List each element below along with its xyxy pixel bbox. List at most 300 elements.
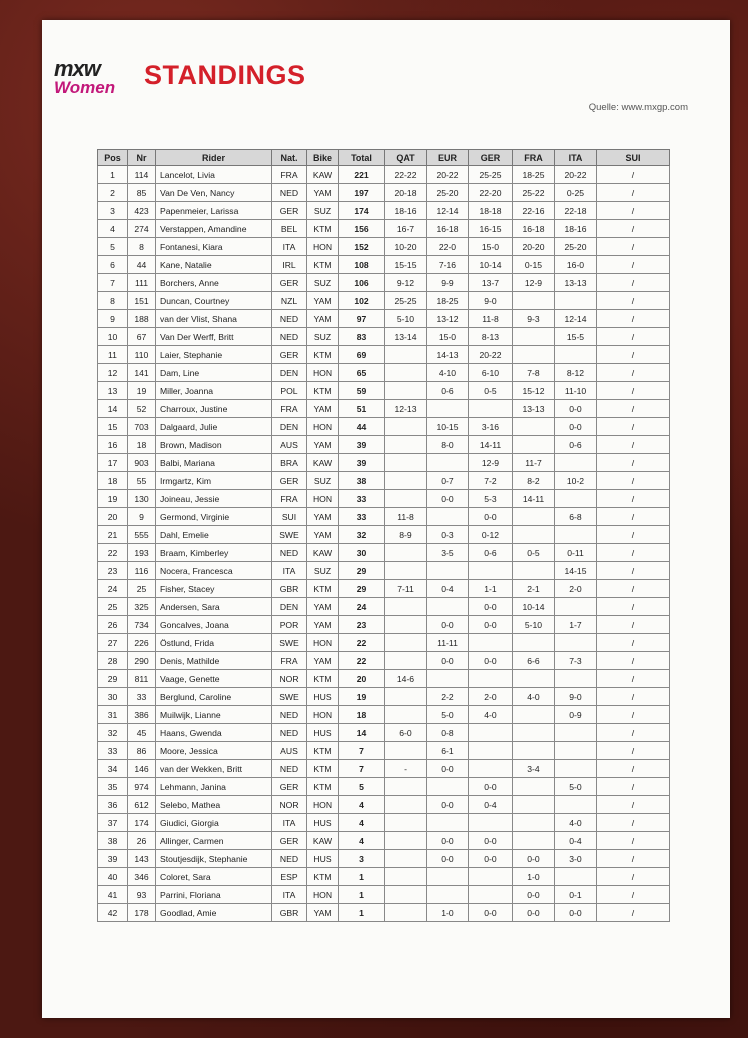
fra-cell: 5-10 — [513, 616, 555, 634]
nr-cell: 85 — [128, 184, 156, 202]
qat-cell — [385, 382, 427, 400]
nr-cell: 612 — [128, 796, 156, 814]
nr-cell: 290 — [128, 652, 156, 670]
bike-cell: HON — [307, 418, 339, 436]
pos-cell: 3 — [98, 202, 128, 220]
table-row — [98, 868, 670, 886]
total-cell: 1 — [339, 868, 385, 886]
nat-cell: IRL — [272, 256, 307, 274]
total-cell: 14 — [339, 724, 385, 742]
qat-cell: - — [385, 760, 427, 778]
bike-cell: YAM — [307, 184, 339, 202]
eur-cell — [427, 868, 469, 886]
ger-cell: 6-10 — [469, 364, 513, 382]
pos-cell: 19 — [98, 490, 128, 508]
nat-cell: DEN — [272, 418, 307, 436]
rider-cell: Papenmeier, Larissa — [156, 202, 272, 220]
total-cell: 7 — [339, 760, 385, 778]
rider-cell: Selebo, Mathea — [156, 796, 272, 814]
total-cell: 174 — [339, 202, 385, 220]
ger-cell: 0-0 — [469, 598, 513, 616]
table-row — [98, 346, 670, 364]
fra-cell — [513, 814, 555, 832]
fra-cell: 6-6 — [513, 652, 555, 670]
total-cell: 156 — [339, 220, 385, 238]
eur-cell: 0-0 — [427, 490, 469, 508]
ger-cell — [469, 634, 513, 652]
bike-cell: YAM — [307, 310, 339, 328]
bike-cell: HON — [307, 490, 339, 508]
nr-cell: 26 — [128, 832, 156, 850]
fra-cell — [513, 706, 555, 724]
nat-cell: NED — [272, 724, 307, 742]
qat-cell — [385, 850, 427, 868]
table-row — [98, 256, 670, 274]
ger-cell: 18-18 — [469, 202, 513, 220]
fra-cell: 11-7 — [513, 454, 555, 472]
total-cell: 4 — [339, 832, 385, 850]
ita-cell: 15-5 — [555, 328, 597, 346]
qat-cell — [385, 616, 427, 634]
fra-cell — [513, 346, 555, 364]
pos-cell: 21 — [98, 526, 128, 544]
pos-cell: 28 — [98, 652, 128, 670]
nr-cell: 116 — [128, 562, 156, 580]
qat-cell — [385, 436, 427, 454]
sui-cell: / — [597, 652, 670, 670]
eur-cell: 0-6 — [427, 382, 469, 400]
bike-cell: YAM — [307, 292, 339, 310]
table-row — [98, 418, 670, 436]
nat-cell: GER — [272, 274, 307, 292]
sui-cell: / — [597, 616, 670, 634]
fra-cell: 0-0 — [513, 886, 555, 904]
sui-cell: / — [597, 346, 670, 364]
nat-cell: GBR — [272, 580, 307, 598]
total-cell: 32 — [339, 526, 385, 544]
column-header: FRA — [513, 150, 555, 166]
column-header: Rider — [156, 150, 272, 166]
sui-cell: / — [597, 904, 670, 922]
eur-cell: 11-11 — [427, 634, 469, 652]
nr-cell: 114 — [128, 166, 156, 184]
fra-cell — [513, 742, 555, 760]
ita-cell — [555, 796, 597, 814]
eur-cell — [427, 400, 469, 418]
sui-cell: / — [597, 508, 670, 526]
nat-cell: NED — [272, 760, 307, 778]
sui-cell: / — [597, 850, 670, 868]
qat-cell: 18-16 — [385, 202, 427, 220]
eur-cell: 0-0 — [427, 760, 469, 778]
eur-cell — [427, 508, 469, 526]
qat-cell: 6-0 — [385, 724, 427, 742]
fra-cell: 18-25 — [513, 166, 555, 184]
bike-cell: YAM — [307, 652, 339, 670]
table-row — [98, 238, 670, 256]
sui-cell: / — [597, 796, 670, 814]
qat-cell — [385, 742, 427, 760]
total-cell: 221 — [339, 166, 385, 184]
fra-cell: 0-5 — [513, 544, 555, 562]
ger-cell: 0-0 — [469, 850, 513, 868]
ita-cell: 0-1 — [555, 886, 597, 904]
pos-cell: 41 — [98, 886, 128, 904]
pos-cell: 27 — [98, 634, 128, 652]
sui-cell: / — [597, 724, 670, 742]
table-row — [98, 598, 670, 616]
rider-cell: Verstappen, Amandine — [156, 220, 272, 238]
ita-cell: 13-13 — [555, 274, 597, 292]
table-row — [98, 490, 670, 508]
total-cell: 29 — [339, 562, 385, 580]
table-row — [98, 400, 670, 418]
fra-cell — [513, 724, 555, 742]
bike-cell: SUZ — [307, 472, 339, 490]
nr-cell: 811 — [128, 670, 156, 688]
pos-cell: 35 — [98, 778, 128, 796]
bike-cell: KAW — [307, 832, 339, 850]
eur-cell: 10-15 — [427, 418, 469, 436]
nat-cell: POL — [272, 382, 307, 400]
qat-cell: 15-15 — [385, 256, 427, 274]
ita-cell — [555, 292, 597, 310]
fra-cell: 0-0 — [513, 850, 555, 868]
bike-cell: SUZ — [307, 328, 339, 346]
total-cell: 22 — [339, 634, 385, 652]
ita-cell — [555, 454, 597, 472]
qat-cell — [385, 634, 427, 652]
rider-cell: Haans, Gwenda — [156, 724, 272, 742]
total-cell: 24 — [339, 598, 385, 616]
total-cell: 102 — [339, 292, 385, 310]
sui-cell: / — [597, 202, 670, 220]
qat-cell — [385, 706, 427, 724]
bike-cell: HUS — [307, 814, 339, 832]
total-cell: 39 — [339, 436, 385, 454]
eur-cell: 12-14 — [427, 202, 469, 220]
pos-cell: 20 — [98, 508, 128, 526]
rider-cell: Charroux, Justine — [156, 400, 272, 418]
sui-cell: / — [597, 688, 670, 706]
fra-cell: 9-3 — [513, 310, 555, 328]
ita-cell: 7-3 — [555, 652, 597, 670]
eur-cell: 14-13 — [427, 346, 469, 364]
bike-cell: HON — [307, 634, 339, 652]
rider-cell: Borchers, Anne — [156, 274, 272, 292]
rider-cell: Giudici, Giorgia — [156, 814, 272, 832]
sui-cell: / — [597, 742, 670, 760]
sui-cell: / — [597, 886, 670, 904]
pos-cell: 40 — [98, 868, 128, 886]
nr-cell: 33 — [128, 688, 156, 706]
eur-cell: 2-2 — [427, 688, 469, 706]
total-cell: 19 — [339, 688, 385, 706]
ger-cell: 1-1 — [469, 580, 513, 598]
ger-cell: 0-12 — [469, 526, 513, 544]
nr-cell: 555 — [128, 526, 156, 544]
ger-cell: 0-0 — [469, 652, 513, 670]
nat-cell: AUS — [272, 742, 307, 760]
table-row — [98, 724, 670, 742]
bike-cell: KAW — [307, 544, 339, 562]
nat-cell: AUS — [272, 436, 307, 454]
table-row — [98, 706, 670, 724]
fra-cell: 12-9 — [513, 274, 555, 292]
ger-cell: 0-0 — [469, 904, 513, 922]
pos-cell: 22 — [98, 544, 128, 562]
rider-cell: Berglund, Caroline — [156, 688, 272, 706]
eur-cell: 20-22 — [427, 166, 469, 184]
rider-cell: Allinger, Carmen — [156, 832, 272, 850]
qat-cell: 10-20 — [385, 238, 427, 256]
logo-mxw-text: mxw — [54, 56, 100, 81]
sui-cell: / — [597, 400, 670, 418]
nat-cell: SWE — [272, 526, 307, 544]
column-header: QAT — [385, 150, 427, 166]
nat-cell: ITA — [272, 562, 307, 580]
ger-cell: 0-6 — [469, 544, 513, 562]
qat-cell — [385, 562, 427, 580]
qat-cell — [385, 652, 427, 670]
ita-cell: 4-0 — [555, 814, 597, 832]
ita-cell: 2-0 — [555, 580, 597, 598]
fra-cell: 0-0 — [513, 904, 555, 922]
qat-cell — [385, 886, 427, 904]
bike-cell: HUS — [307, 850, 339, 868]
pos-cell: 17 — [98, 454, 128, 472]
rider-cell: van der Vlist, Shana — [156, 310, 272, 328]
ita-cell: 6-8 — [555, 508, 597, 526]
rider-cell: Moore, Jessica — [156, 742, 272, 760]
total-cell: 39 — [339, 454, 385, 472]
total-cell: 4 — [339, 796, 385, 814]
nat-cell: FRA — [272, 166, 307, 184]
column-header: GER — [469, 150, 513, 166]
table-row — [98, 652, 670, 670]
sui-cell: / — [597, 166, 670, 184]
rider-cell: Duncan, Courtney — [156, 292, 272, 310]
ger-cell: 13-7 — [469, 274, 513, 292]
fra-cell: 3-4 — [513, 760, 555, 778]
fra-cell — [513, 634, 555, 652]
ita-cell: 1-7 — [555, 616, 597, 634]
pos-cell: 16 — [98, 436, 128, 454]
nat-cell: NED — [272, 706, 307, 724]
rider-cell: Laier, Stephanie — [156, 346, 272, 364]
eur-cell: 22-0 — [427, 238, 469, 256]
qat-cell: 8-9 — [385, 526, 427, 544]
rider-cell: Fisher, Stacey — [156, 580, 272, 598]
table-row — [98, 274, 670, 292]
nr-cell: 193 — [128, 544, 156, 562]
fra-cell: 7-8 — [513, 364, 555, 382]
bike-cell: YAM — [307, 400, 339, 418]
nr-cell: 52 — [128, 400, 156, 418]
rider-cell: Dam, Line — [156, 364, 272, 382]
ita-cell: 20-22 — [555, 166, 597, 184]
nr-cell: 903 — [128, 454, 156, 472]
ger-cell: 0-0 — [469, 832, 513, 850]
eur-cell: 0-0 — [427, 652, 469, 670]
bike-cell: YAM — [307, 526, 339, 544]
nat-cell: NED — [272, 184, 307, 202]
nat-cell: GER — [272, 778, 307, 796]
pos-cell: 33 — [98, 742, 128, 760]
nat-cell: GER — [272, 832, 307, 850]
fra-cell — [513, 292, 555, 310]
column-header: SUI — [597, 150, 670, 166]
table-row — [98, 778, 670, 796]
fra-cell — [513, 832, 555, 850]
pos-cell: 38 — [98, 832, 128, 850]
nr-cell: 423 — [128, 202, 156, 220]
nr-cell: 734 — [128, 616, 156, 634]
ita-cell — [555, 760, 597, 778]
sui-cell: / — [597, 454, 670, 472]
table-row — [98, 382, 670, 400]
rider-cell: Brown, Madison — [156, 436, 272, 454]
pos-cell: 13 — [98, 382, 128, 400]
ger-cell — [469, 562, 513, 580]
fra-cell: 14-11 — [513, 490, 555, 508]
nr-cell: 703 — [128, 418, 156, 436]
bike-cell: KAW — [307, 454, 339, 472]
eur-cell: 16-18 — [427, 220, 469, 238]
ger-cell — [469, 760, 513, 778]
bike-cell: SUZ — [307, 202, 339, 220]
ita-cell — [555, 526, 597, 544]
sui-cell: / — [597, 382, 670, 400]
sui-cell: / — [597, 490, 670, 508]
nat-cell: BRA — [272, 454, 307, 472]
pos-cell: 31 — [98, 706, 128, 724]
pos-cell: 5 — [98, 238, 128, 256]
pos-cell: 8 — [98, 292, 128, 310]
rider-cell: Germond, Virginie — [156, 508, 272, 526]
pos-cell: 14 — [98, 400, 128, 418]
table-row — [98, 580, 670, 598]
total-cell: 152 — [339, 238, 385, 256]
eur-cell: 8-0 — [427, 436, 469, 454]
ger-cell — [469, 724, 513, 742]
ita-cell: 3-0 — [555, 850, 597, 868]
sui-cell: / — [597, 310, 670, 328]
fra-cell: 22-16 — [513, 202, 555, 220]
ger-cell: 15-0 — [469, 238, 513, 256]
pos-cell: 1 — [98, 166, 128, 184]
sui-cell: / — [597, 220, 670, 238]
ita-cell — [555, 868, 597, 886]
total-cell: 33 — [339, 490, 385, 508]
rider-cell: Coloret, Sara — [156, 868, 272, 886]
column-header: Bike — [307, 150, 339, 166]
table-row — [98, 220, 670, 238]
sui-cell: / — [597, 670, 670, 688]
total-cell: 5 — [339, 778, 385, 796]
ger-cell: 20-22 — [469, 346, 513, 364]
bike-cell: KTM — [307, 868, 339, 886]
table-row — [98, 436, 670, 454]
nr-cell: 8 — [128, 238, 156, 256]
qat-cell — [385, 598, 427, 616]
nat-cell: ITA — [272, 886, 307, 904]
bike-cell: HON — [307, 796, 339, 814]
ita-cell: 0-11 — [555, 544, 597, 562]
nat-cell: DEN — [272, 364, 307, 382]
bike-cell: HUS — [307, 688, 339, 706]
ger-cell: 16-15 — [469, 220, 513, 238]
rider-cell: Kane, Natalie — [156, 256, 272, 274]
pos-cell: 37 — [98, 814, 128, 832]
eur-cell — [427, 778, 469, 796]
qat-cell — [385, 778, 427, 796]
eur-cell: 1-0 — [427, 904, 469, 922]
eur-cell — [427, 454, 469, 472]
sui-cell: / — [597, 544, 670, 562]
eur-cell: 13-12 — [427, 310, 469, 328]
ger-cell: 2-0 — [469, 688, 513, 706]
rider-cell: Denis, Mathilde — [156, 652, 272, 670]
nat-cell: SUI — [272, 508, 307, 526]
eur-cell — [427, 562, 469, 580]
qat-cell — [385, 904, 427, 922]
rider-cell: Östlund, Frida — [156, 634, 272, 652]
sui-cell: / — [597, 364, 670, 382]
fra-cell — [513, 526, 555, 544]
table-row — [98, 562, 670, 580]
nat-cell: GER — [272, 472, 307, 490]
nr-cell: 130 — [128, 490, 156, 508]
ger-cell: 25-25 — [469, 166, 513, 184]
sui-cell: / — [597, 184, 670, 202]
logo-women-text: Women — [54, 78, 116, 97]
table-row — [98, 760, 670, 778]
rider-cell: Goodlad, Amie — [156, 904, 272, 922]
rider-cell: Vaage, Genette — [156, 670, 272, 688]
sui-cell: / — [597, 238, 670, 256]
qat-cell: 13-14 — [385, 328, 427, 346]
pos-cell: 32 — [98, 724, 128, 742]
eur-cell — [427, 598, 469, 616]
column-header: Nr — [128, 150, 156, 166]
bike-cell: HON — [307, 886, 339, 904]
table-row — [98, 364, 670, 382]
pos-cell: 18 — [98, 472, 128, 490]
fra-cell — [513, 562, 555, 580]
total-cell: 1 — [339, 886, 385, 904]
nat-cell: NZL — [272, 292, 307, 310]
rider-cell: Goncalves, Joana — [156, 616, 272, 634]
total-cell: 18 — [339, 706, 385, 724]
nr-cell: 93 — [128, 886, 156, 904]
nat-cell: FRA — [272, 400, 307, 418]
rider-cell: Van Der Werff, Britt — [156, 328, 272, 346]
bike-cell: HUS — [307, 724, 339, 742]
bike-cell: KAW — [307, 166, 339, 184]
pos-cell: 23 — [98, 562, 128, 580]
fra-cell — [513, 796, 555, 814]
bike-cell: KTM — [307, 742, 339, 760]
eur-cell: 6-1 — [427, 742, 469, 760]
fra-cell: 2-1 — [513, 580, 555, 598]
table-row — [98, 832, 670, 850]
bike-cell: YAM — [307, 598, 339, 616]
nr-cell: 386 — [128, 706, 156, 724]
nr-cell: 110 — [128, 346, 156, 364]
rider-cell: Lancelot, Livia — [156, 166, 272, 184]
ita-cell — [555, 634, 597, 652]
